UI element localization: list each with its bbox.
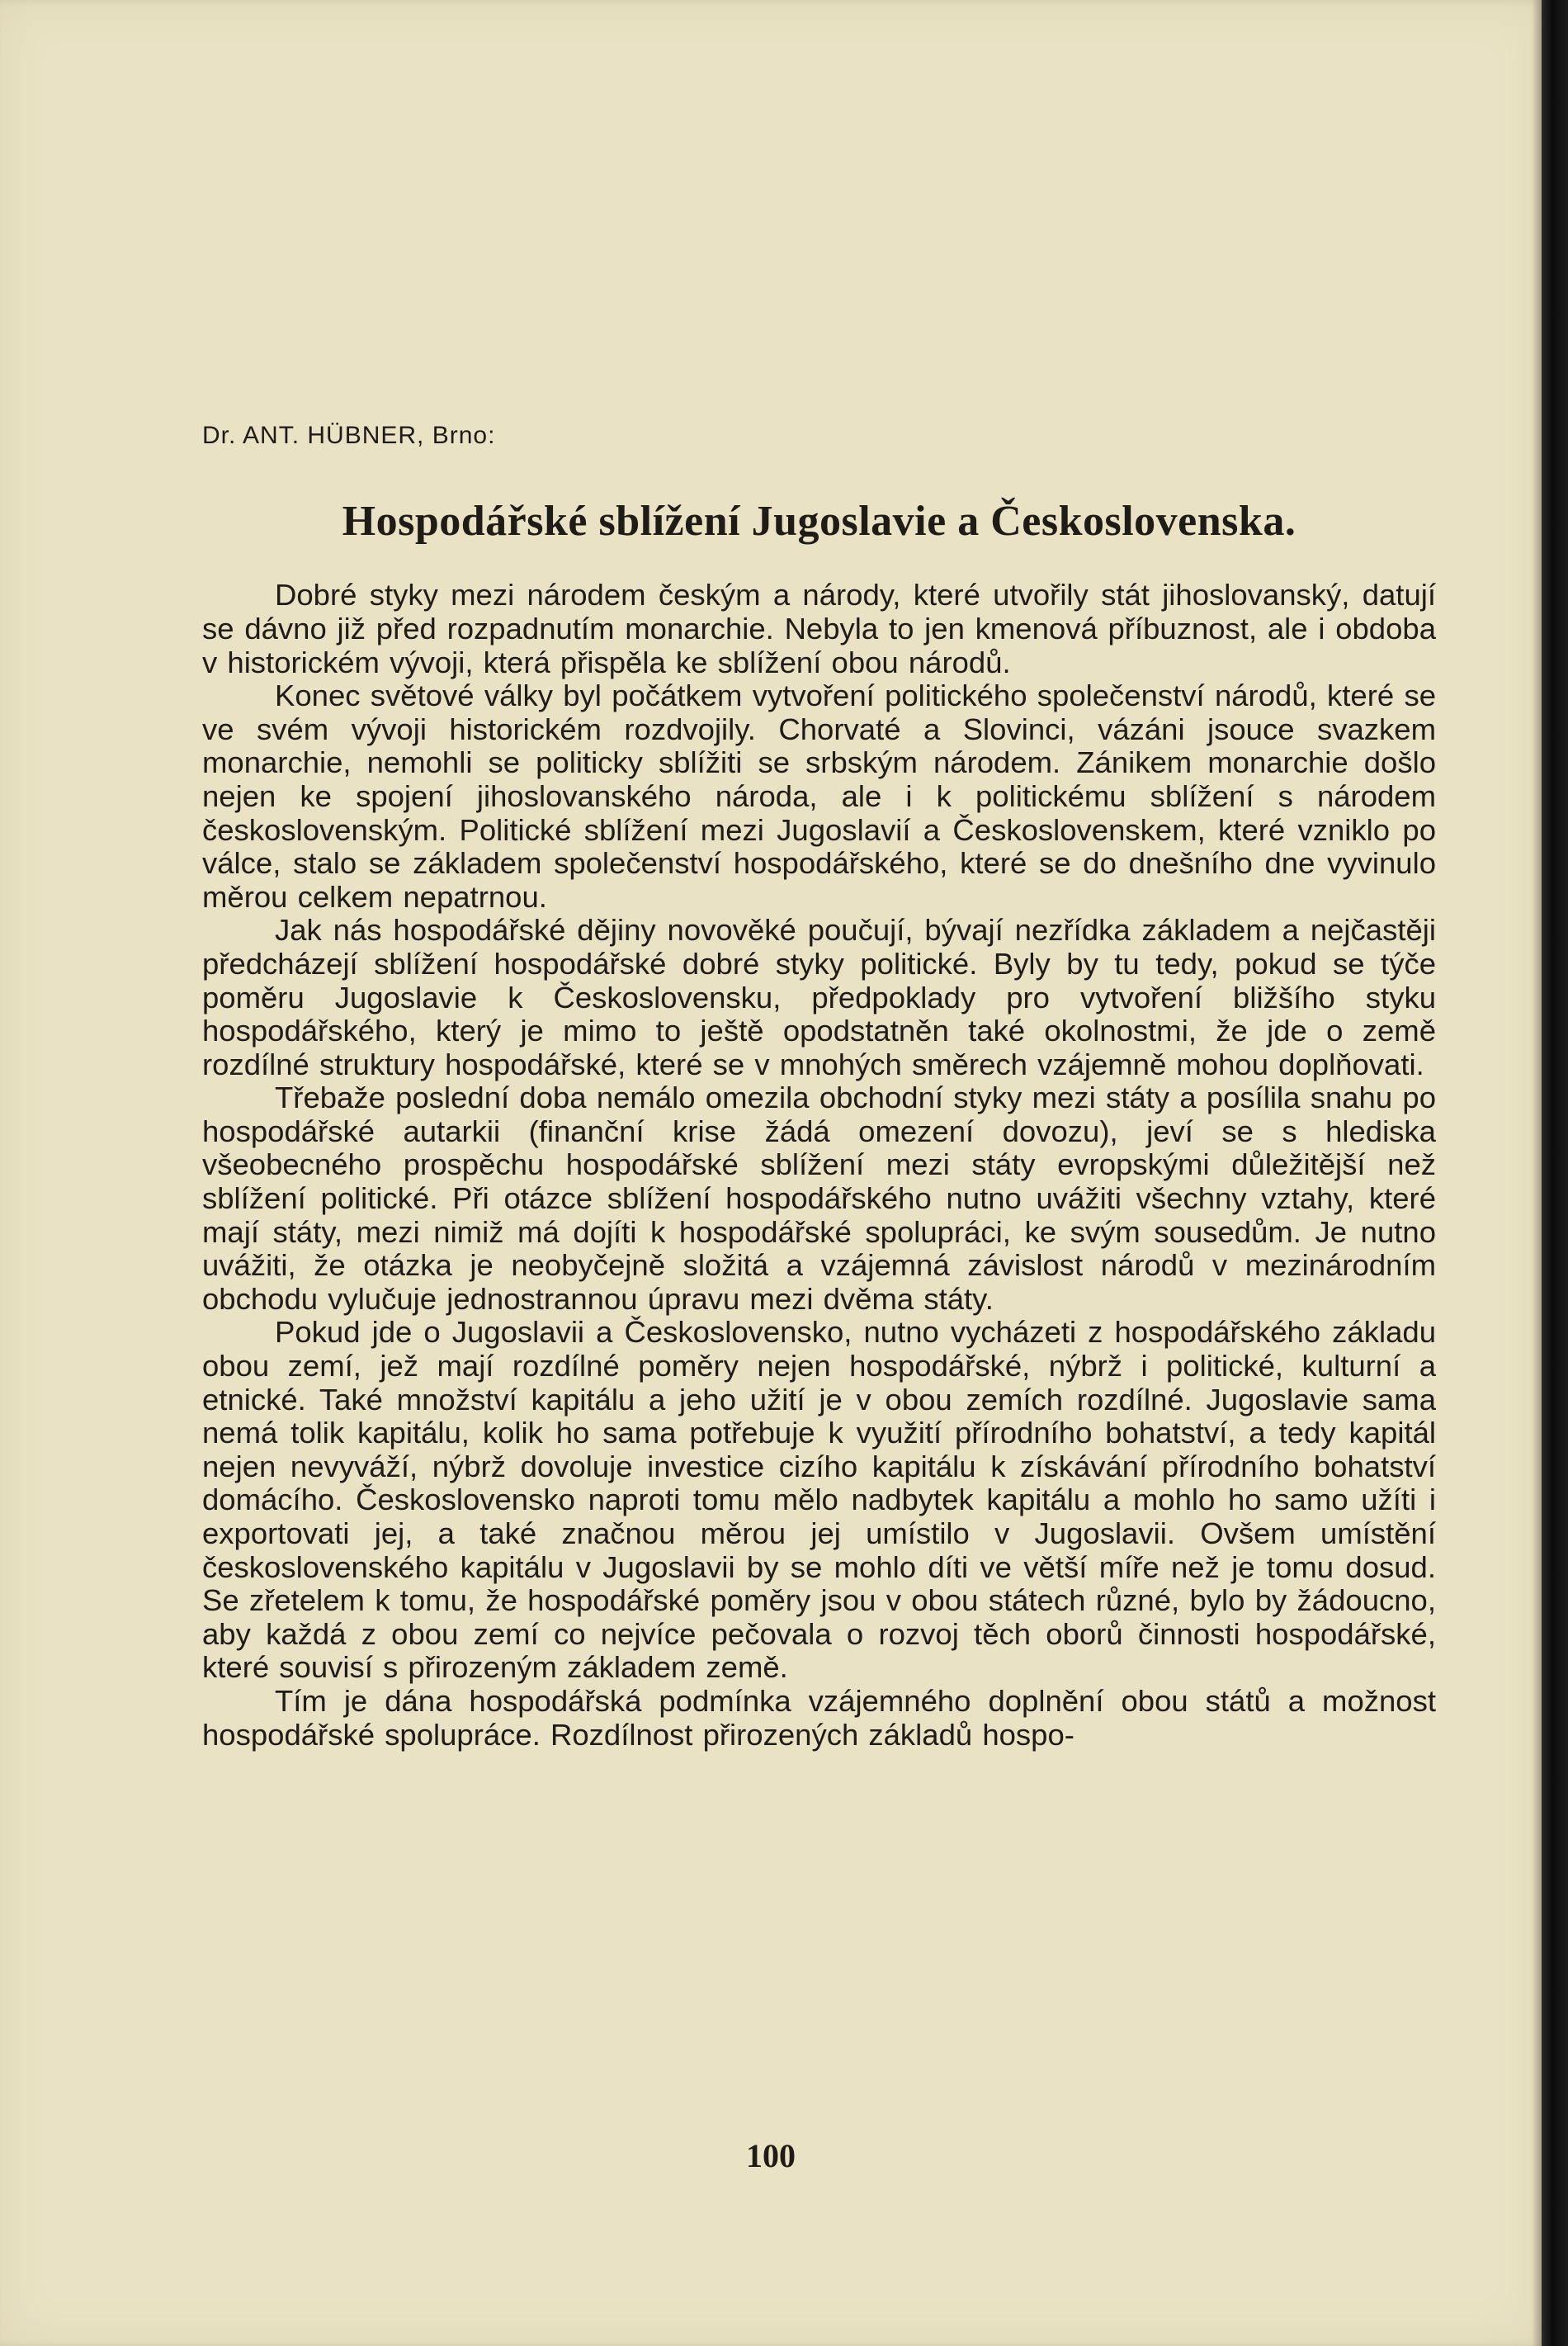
article <box>202 421 1436 1752</box>
paragraph-2: Konec světové války byl počátkem vytvoření politického společenství národů, které se ve svém vývoji historickém rozdvojily. Chorvaté a Slovinci, vázáni jsouce svazkem monarchie, nemohli se politicky sblížiti se srbským národem. Zánikem monarchie došlo nejen ke spojení jihoslovanského národa, ale i k politickému sblížení s národem československým. Politické sblížení mezi Jugoslavií a Československem, které vzniklo po válce, stalo se základem společenství hospodářského, které se do dnešního dne vyvinulo měrou celkem nepatrnou. <box>202 679 1436 914</box>
author-line: Dr. ANT. HÜBNER, Brno: <box>202 422 496 449</box>
page-gutter-shadow <box>1532 0 1542 2346</box>
paragraph-3: Jak nás hospodářské dějiny novověké poučují, bývají nezřídka základem a nejčastěji předcházejí sblížení hospodářské dobré styky politické. Byly by tu tedy, pokud se týče poměru Jugoslavie k Československu, předpoklady pro vytvoření bližšího styku hospodářského, který je mimo to ještě opodstatněn také okolnostmi, že jde o země rozdílné struktury hospodářské, které se v mnohých směrech vzájemně mohou doplňovati. <box>202 913 1436 1081</box>
article-body <box>202 579 1436 1752</box>
paragraph-6: Tím je dána hospodářská podmínka vzájemného doplnění obou států a možnost hospodářské spolupráce. Rozdílnost přirozených základů hospo- <box>202 1683 1436 1752</box>
book-spine <box>1542 0 1568 2346</box>
page-number: 100 <box>746 2137 796 2174</box>
article-title: Hospodářské sblížení Jugoslavie a Československa. <box>342 498 1296 545</box>
paragraph-5: Pokud jde o Jugoslavii a Československo, nutno vycházeti z hospodářského základu obou zemí, jež mají rozdílné poměry nejen hospodářské, nýbrž i politické, kulturní a etnické. Také množství kapitálu a jeho užití je v obou zemích rozdílné. Jugoslavie sama nemá tolik kapitálu, kolik ho sama potřebuje k využití přírodního bohatství, a tedy kapitál nejen nevyváží, nýbrž dovoluje investice cizího kapitálu k získávání přírodního bohatství domácího. Československo naproti tomu mělo nadbytek kapitálu a mohlo ho samo užíti i exportovati jej, a také značnou měrou jej umístilo v Jugoslavii. Ovšem umístění československého kapitálu v Jugoslavii by se mohlo díti ve větší míře než je tomu dosud. Se zřetelem k tomu, že hospodářské poměry jsou v obou státech různé, bylo by žádoucno, aby každá z obou zemí co nejvíce pečovala o rozvoj těch oborů činnosti hospodářské, které souvisí s přirozeným základem země. <box>202 1315 1436 1685</box>
paragraph-4: Třebaže poslední doba nemálo omezila obchodní styky mezi státy a posílila snahu po hospodářské autarkii (finanční krise žádá omezení dovozu), jeví se s hlediska všeobecného prospěchu hospodářské sblížení mezi státy evropskými důležitější než sblížení politické. Při otázce sblížení hospodářského nutno uvážiti všechny vztahy, které mají státy, mezi nimiž má dojíti k hospodářské spolupráci, ke svým sousedům. Je nutno uvážiti, že otázka je neobyčejně složitá a vzájemná závislost národů v mezinárodním obchodu vylučuje jednostrannou úpravu mezi dvěma státy. <box>202 1081 1436 1316</box>
paragraph-1: Dobré styky mezi národem českým a národy, které utvořily stát jihoslovanský, datují se dávno již před rozpadnutím monarchie. Nebyla to jen kmenová příbuznost, ale i obdoba v historickém vývoji, která přispěla ke sblížení obou národů. <box>202 578 1436 679</box>
